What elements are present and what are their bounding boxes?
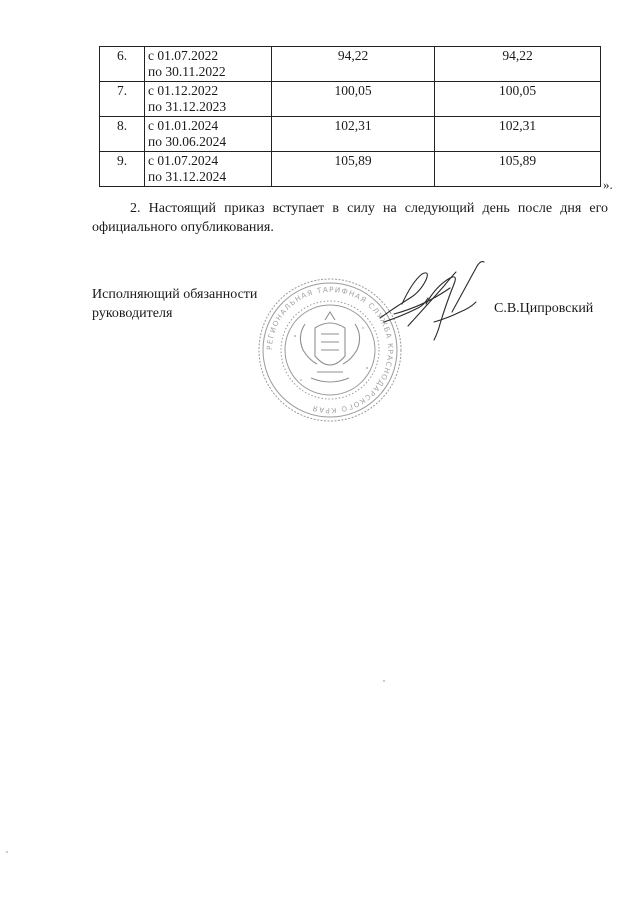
row-value-2: 105,89 <box>435 152 601 187</box>
row-period <box>145 117 272 152</box>
row-value-2: 94,22 <box>435 47 601 82</box>
row-period <box>145 47 272 82</box>
row-value-1: 100,05 <box>272 82 435 117</box>
seal-ring-text: РЕГИОНАЛЬНАЯ ТАРИФНАЯ СЛУЖБА КРАСНОДАРСКОГО КРАЯ <box>264 284 396 416</box>
scan-speck <box>383 680 385 682</box>
tariff-table <box>99 46 601 187</box>
period-to: по 31.12.2024 <box>148 169 227 184</box>
row-period <box>145 152 272 187</box>
period-to: по 31.12.2023 <box>148 99 227 114</box>
table-row <box>100 152 601 187</box>
tariff-table-body <box>100 47 601 187</box>
row-number: 6. <box>100 47 145 82</box>
row-number: 7. <box>100 82 145 117</box>
period-to: по 30.11.2022 <box>148 64 226 79</box>
row-value-1: 94,22 <box>272 47 435 82</box>
signer-title <box>92 285 257 323</box>
row-number: 9. <box>100 152 145 187</box>
signer-name: С.В.Ципровский <box>494 301 594 316</box>
handwritten-signature <box>374 256 504 346</box>
row-value-1: 102,31 <box>272 117 435 152</box>
period-to: по 30.06.2024 <box>148 134 227 149</box>
row-value-2: 100,05 <box>435 82 601 117</box>
signer-title-line-1: Исполняющий обязанности <box>92 287 258 302</box>
period-from: с 01.01.2024 <box>148 118 219 133</box>
period-from: с 01.12.2022 <box>148 83 219 98</box>
table-row <box>100 117 601 152</box>
closing-quote-mark: ». <box>603 177 613 192</box>
table-row <box>100 82 601 117</box>
row-number: 8. <box>100 117 145 152</box>
scan-speck <box>6 851 8 853</box>
paragraph-effective-date: 2. Настоящий приказ вступает в силу на следующий день после дня его официального опубликования. <box>92 201 608 235</box>
row-period <box>145 82 272 117</box>
signer-title-line-2: руководителя <box>92 306 173 321</box>
row-value-1: 105,89 <box>272 152 435 187</box>
period-from: с 01.07.2024 <box>148 153 219 168</box>
table-row <box>100 47 601 82</box>
row-value-2: 102,31 <box>435 117 601 152</box>
period-from: с 01.07.2022 <box>148 48 219 63</box>
coat-of-arms-icon <box>300 312 359 382</box>
